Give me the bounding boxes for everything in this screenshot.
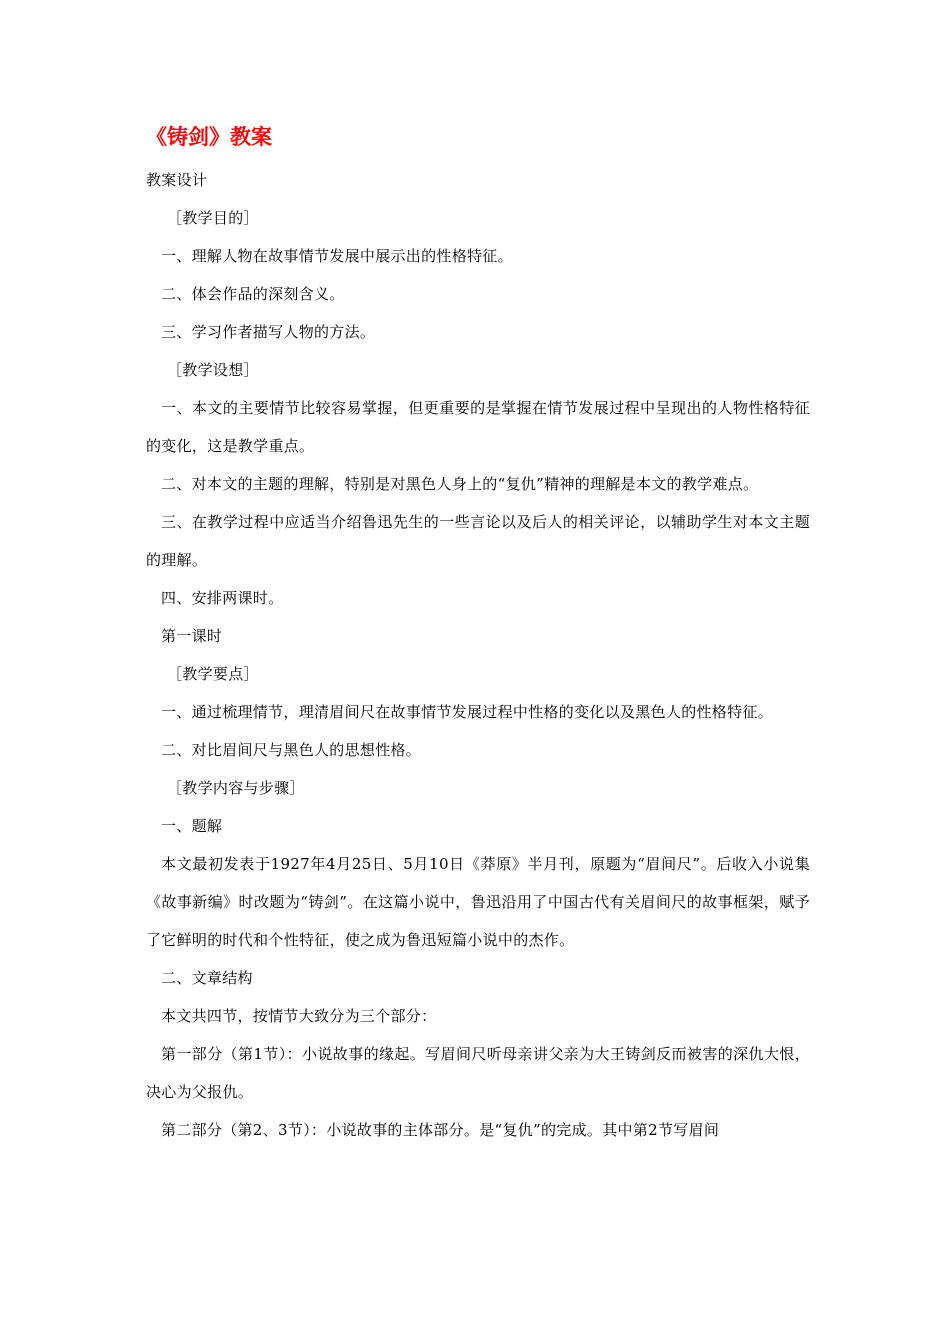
paragraph: 第一部分（第1节）：小说故事的缘起。写眉间尺听母亲讲父亲为大王铸剑反而被害的深仇大恨，决心为父报仇。 bbox=[146, 1045, 810, 1101]
paragraph: 三、在教学过程中应适当介绍鲁迅先生的一些言论以及后人的相关评论，以辅助学生对本文主题的理解。 bbox=[146, 513, 810, 569]
paragraph: 本文共四节，按情节大致分为三个部分： bbox=[161, 1007, 437, 1025]
paragraph: 二、对比眉间尺与黑色人的思想性格。 bbox=[161, 741, 422, 759]
paragraph: 教案设计 bbox=[146, 171, 208, 189]
paragraph: 二、体会作品的深刻含义。 bbox=[161, 285, 345, 303]
paragraph: 本文最初发表于1927年4月25日、5月10日《莽原》半月刊，原题为“眉间尺”。后收入小说集《故事新编》时改题为“铸剑”。在这篇小说中，鲁迅沿用了中国古代有关眉间尺的故事框架，赋予了它鲜明的时代和个性特征，使之成为鲁迅短篇小说中的杰作。 bbox=[146, 855, 810, 949]
paragraph: 第一课时 bbox=[161, 627, 223, 645]
paragraph: ［教学设想］ bbox=[167, 361, 259, 379]
paragraph: 一、题解 bbox=[161, 817, 223, 835]
paragraph: 二、对本文的主题的理解，特别是对黑色人身上的“复仇”精神的理解是本文的教学难点。 bbox=[161, 475, 759, 493]
paragraph: ［教学要点］ bbox=[167, 665, 259, 683]
paragraph: 一、本文的主要情节比较容易掌握，但更重要的是掌握在情节发展过程中呈现出的人物性格特征的变化，这是教学重点。 bbox=[146, 399, 810, 455]
paragraph: ［教学目的］ bbox=[167, 209, 259, 227]
document-title: 《铸剑》教案 bbox=[146, 124, 272, 149]
paragraph: 第二部分（第2、3节）：小说故事的主体部分。是“复仇”的完成。其中第2节写眉间 bbox=[161, 1121, 720, 1139]
paragraph: ［教学内容与步骤］ bbox=[167, 779, 305, 797]
document-body bbox=[146, 161, 810, 1149]
paragraph: 三、学习作者描写人物的方法。 bbox=[161, 323, 376, 341]
paragraph: 一、理解人物在故事情节发展中展示出的性格特征。 bbox=[161, 247, 513, 265]
paragraph: 一、通过梳理情节，理清眉间尺在故事情节发展过程中性格的变化以及黑色人的性格特征。 bbox=[161, 703, 774, 721]
paragraph: 二、文章结构 bbox=[161, 969, 253, 987]
paragraph: 四、安排两课时。 bbox=[161, 589, 284, 607]
